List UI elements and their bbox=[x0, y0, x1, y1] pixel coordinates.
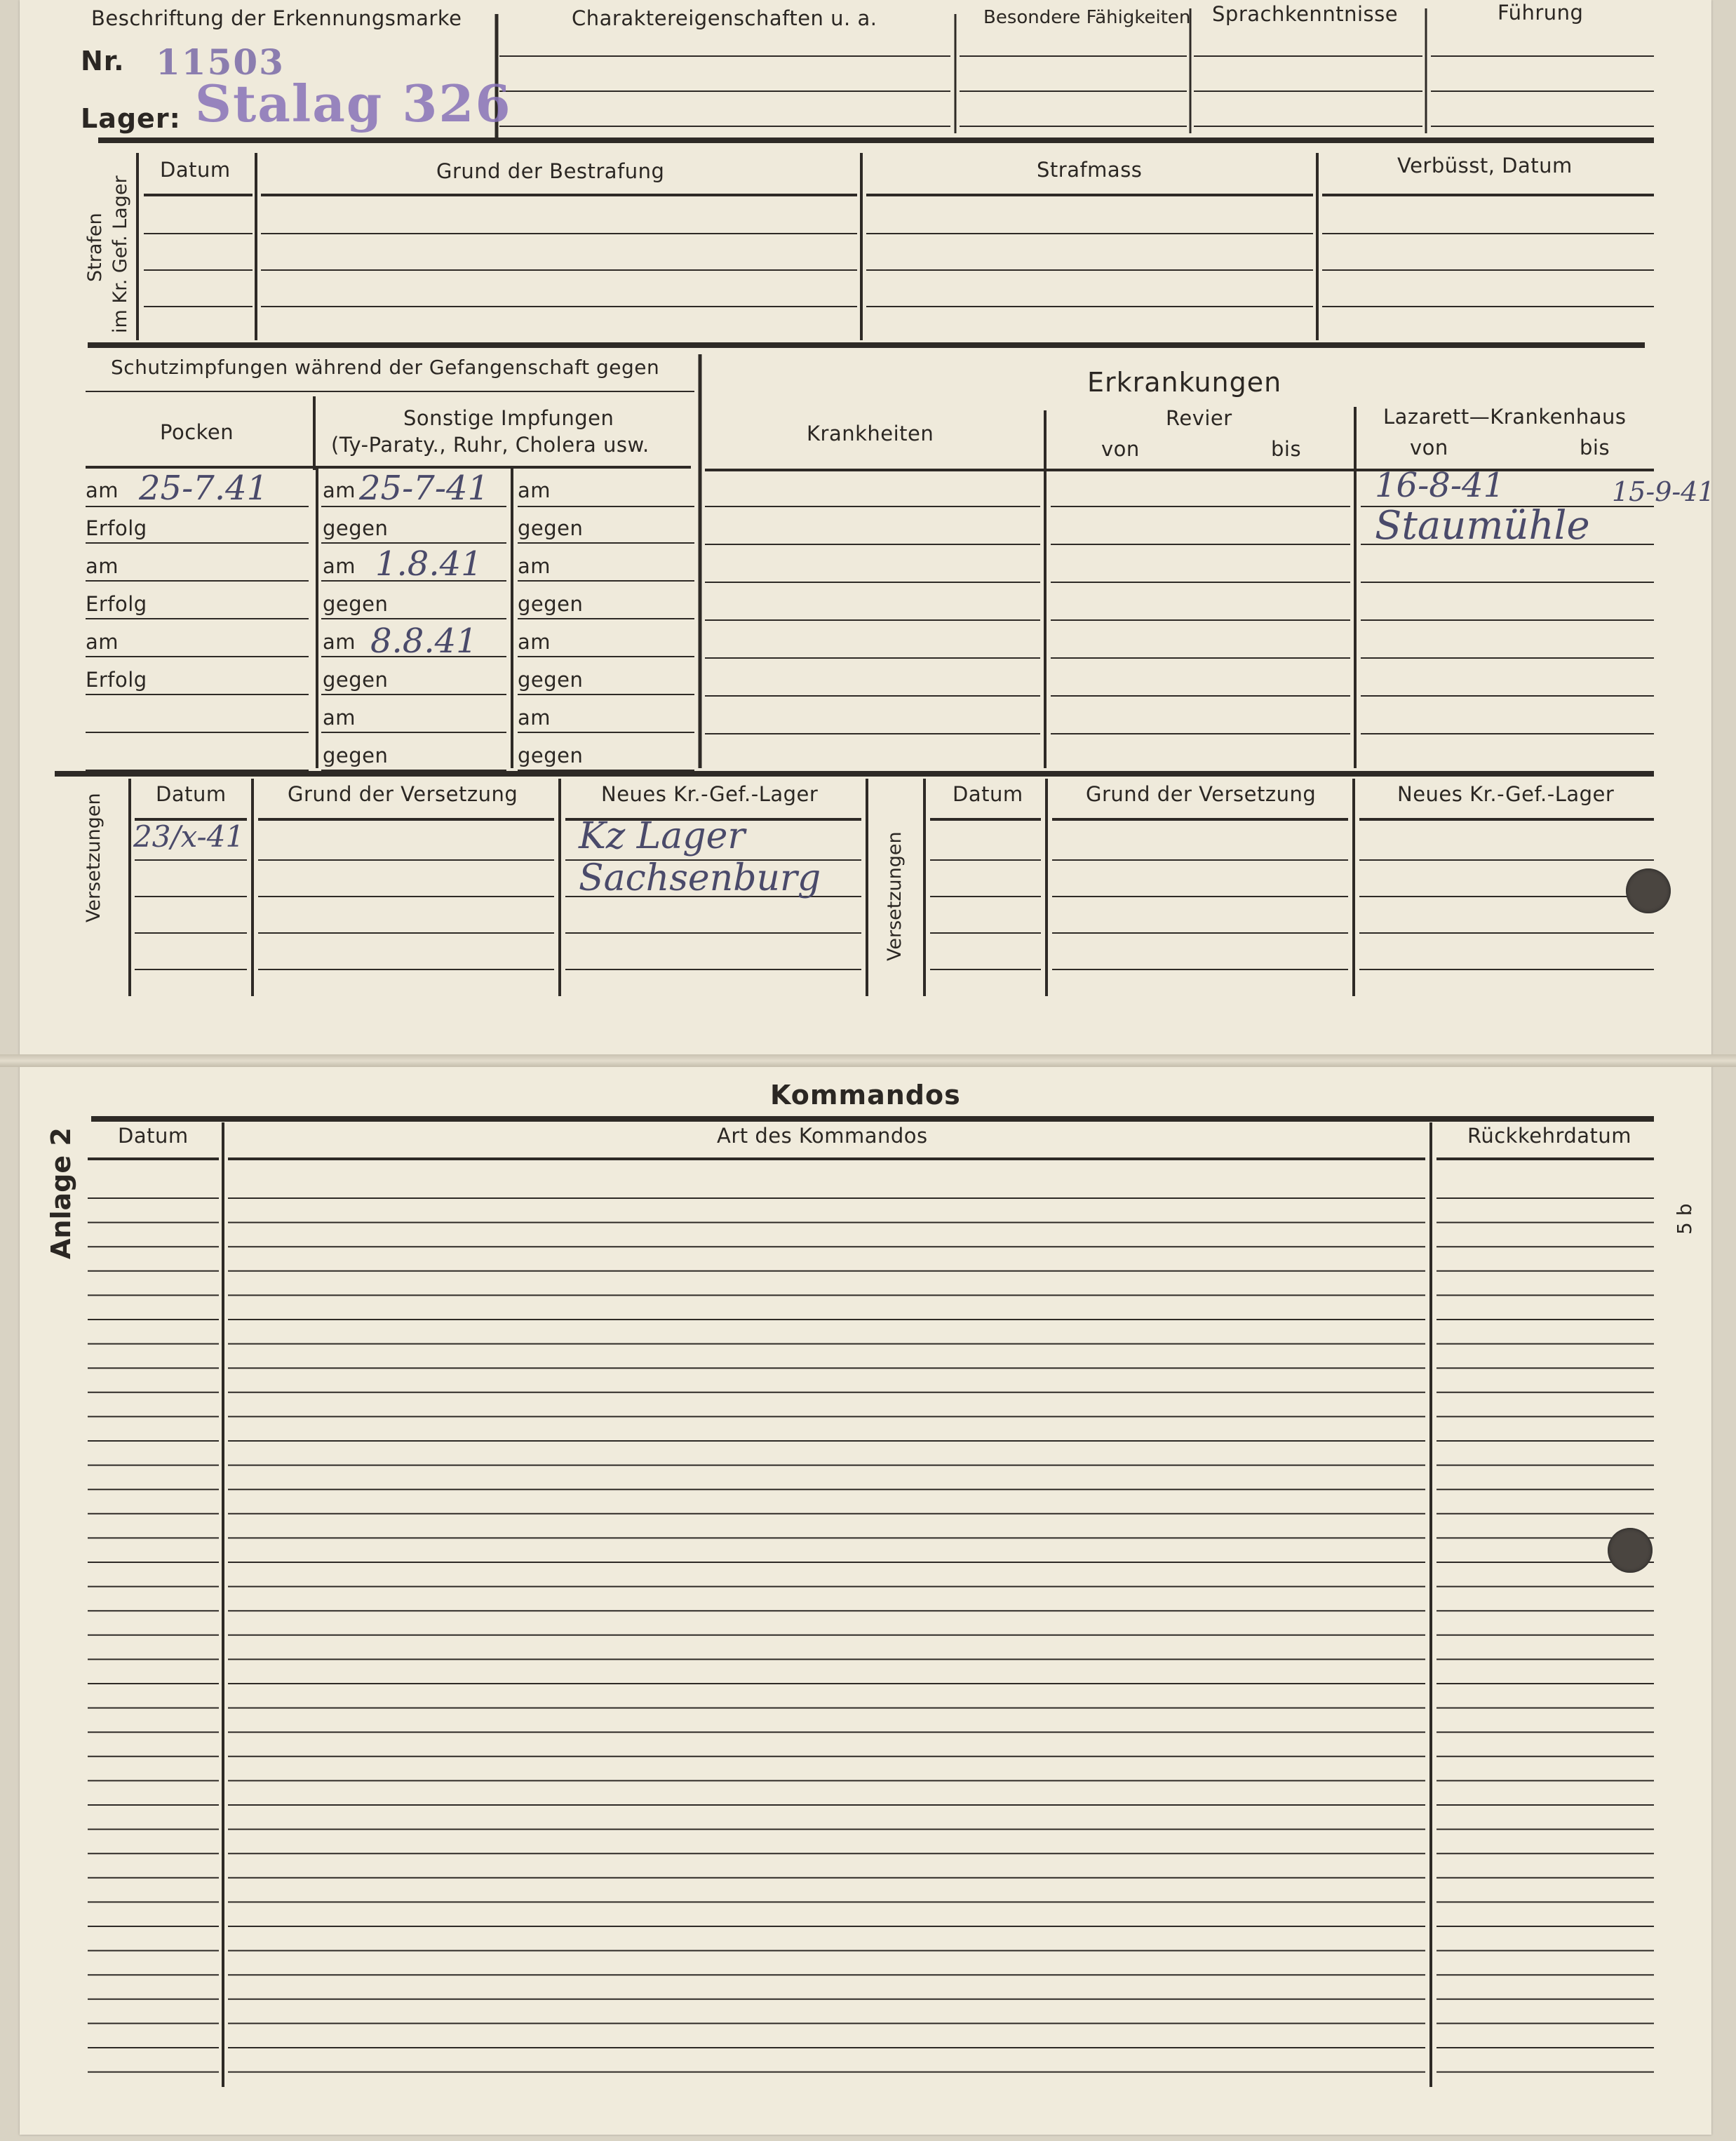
versetzung-lager-header-left: Neues Kr.-Gef.-Lager bbox=[601, 782, 819, 806]
hand-versetzung-lager-2: Sachsenburg bbox=[579, 857, 821, 899]
sonstige-col1-gegen-label: gegen bbox=[323, 744, 389, 767]
sonstige-col1-gegen-label: gegen bbox=[323, 516, 389, 540]
strafen-side-label-2: im Kr. Gef. Lager bbox=[109, 175, 131, 333]
pocken-erfolg-label: Erfolg bbox=[86, 668, 147, 692]
lazarett-header: Lazarett—Krankenhaus bbox=[1383, 405, 1627, 429]
hand-versetzung-datum: 23/x-41 bbox=[133, 819, 245, 854]
pocken-erfolg-label: Erfolg bbox=[86, 592, 147, 616]
punch-hole-lower bbox=[1608, 1528, 1653, 1573]
sonstige-col2-am-label: am bbox=[518, 554, 551, 578]
sonstige-col1-am-label: am bbox=[323, 630, 356, 654]
revier-bis-header: bis bbox=[1271, 437, 1302, 461]
versetzungen-side-label-right: Versetzungen bbox=[884, 831, 906, 961]
sprachkenntnisse-label: Sprachkenntnisse bbox=[1212, 2, 1399, 26]
strafen-side-label-1: Strafen bbox=[84, 213, 106, 282]
hand-sonstige-date-2: 1.8.41 bbox=[375, 544, 483, 584]
sonstige-col1-am-label: am bbox=[323, 554, 356, 578]
hand-pocken-date-1: 25-7.41 bbox=[139, 469, 269, 508]
pocken-header: Pocken bbox=[160, 420, 234, 444]
versetzungen-side-label-left: Versetzungen bbox=[83, 793, 105, 922]
punch-hole-upper bbox=[1626, 868, 1671, 913]
lager-stamp: Stalag 326 bbox=[195, 74, 512, 133]
sonstige-col1-gegen-label: gegen bbox=[323, 668, 389, 692]
erkennungsmarke-label: Beschriftung der Erkennungsmarke bbox=[91, 6, 462, 30]
kommandos-art-header: Art des Kommandos bbox=[717, 1124, 928, 1148]
pocken-am-label: am bbox=[86, 630, 119, 654]
strafen-strafmass-header: Strafmass bbox=[1037, 158, 1143, 182]
sonstige-col2-gegen-label: gegen bbox=[518, 744, 584, 767]
sonstige-header-1: Sonstige Impfungen bbox=[403, 406, 614, 430]
versetzung-lager-header-right: Neues Kr.-Gef.-Lager bbox=[1397, 782, 1615, 806]
lazarett-bis-header: bis bbox=[1580, 436, 1610, 459]
nr-stamp-value: 11503 bbox=[156, 41, 285, 83]
sonstige-header-2: (Ty-Paraty., Ruhr, Cholera usw. bbox=[331, 433, 650, 457]
sonstige-col2-gegen-label: gegen bbox=[518, 592, 584, 616]
versetzung-grund-header-right: Grund der Versetzung bbox=[1086, 782, 1317, 806]
sonstige-col2-am-label: am bbox=[518, 478, 551, 502]
sonstige-col2-am-label: am bbox=[518, 630, 551, 654]
strafen-verbuesst-header: Verbüsst, Datum bbox=[1397, 154, 1573, 177]
kommandos-rueckkehr-header: Rückkehrdatum bbox=[1467, 1124, 1632, 1148]
versetzung-datum-header-left: Datum bbox=[156, 782, 227, 806]
lager-label: Lager: bbox=[81, 103, 181, 134]
hand-lazarett-bis: 15-9-41 bbox=[1612, 476, 1715, 507]
lazarett-von-header: von bbox=[1410, 436, 1448, 459]
charakter-label: Charaktereigenschaften u. a. bbox=[572, 6, 877, 30]
krankheiten-header: Krankheiten bbox=[807, 422, 934, 445]
sonstige-col1-gegen-label: gegen bbox=[323, 592, 389, 616]
erkrankungen-title: Erkrankungen bbox=[1087, 367, 1282, 398]
revier-von-header: von bbox=[1101, 437, 1140, 461]
kommandos-title: Kommandos bbox=[770, 1080, 961, 1110]
hand-sonstige-date-1: 25-7-41 bbox=[359, 469, 490, 508]
strafen-datum-header: Datum bbox=[160, 158, 231, 182]
pocken-am-label: am bbox=[86, 478, 119, 502]
pocken-erfolg-label: Erfolg bbox=[86, 516, 147, 540]
faehigkeiten-label: Besondere Fähigkeiten bbox=[983, 7, 1191, 28]
pocken-am-label: am bbox=[86, 554, 119, 578]
kommandos-datum-header: Datum bbox=[118, 1124, 189, 1148]
hand-lazarett-von: 16-8-41 bbox=[1375, 466, 1505, 505]
page-code: 5 b bbox=[1673, 1203, 1696, 1235]
hand-versetzung-lager-1: Kz Lager bbox=[579, 815, 746, 857]
hand-lazarett-ort: Staumühle bbox=[1375, 503, 1590, 549]
versetzung-datum-header-right: Datum bbox=[953, 782, 1023, 806]
revier-header: Revier bbox=[1166, 406, 1232, 430]
impfungen-title: Schutzimpfungen während der Gefangenschaft gegen bbox=[111, 356, 660, 379]
sonstige-col1-am-label: am bbox=[323, 706, 356, 730]
sonstige-col2-gegen-label: gegen bbox=[518, 516, 584, 540]
strafen-grund-header: Grund der Bestrafung bbox=[436, 159, 665, 183]
sonstige-col2-gegen-label: gegen bbox=[518, 668, 584, 692]
versetzung-grund-header-left: Grund der Versetzung bbox=[288, 782, 518, 806]
sonstige-col2-am-label: am bbox=[518, 706, 551, 730]
hand-sonstige-date-3: 8.8.41 bbox=[370, 622, 478, 661]
sonstige-col1-am-label: am bbox=[323, 478, 356, 502]
anlage-side-label: Anlage 2 bbox=[46, 1127, 76, 1259]
nr-label: Nr. bbox=[81, 46, 125, 76]
fuehrung-label: Führung bbox=[1498, 1, 1584, 25]
